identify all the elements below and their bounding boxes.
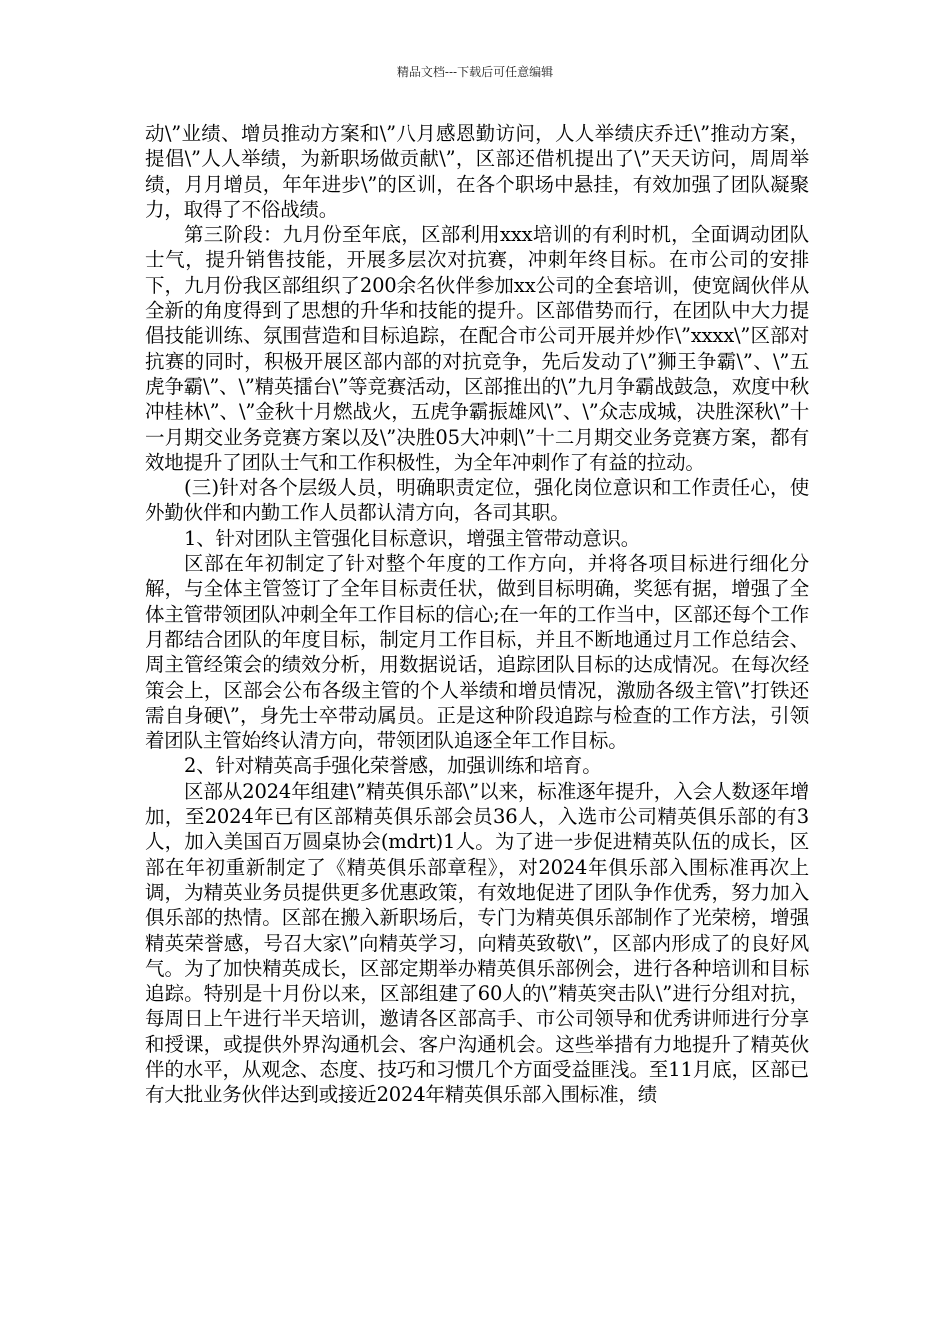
paragraph-section-three-heading: (三)针对各个层级人员，明确职责定位，强化岗位意识和工作责任心，使外勤伙伴和内勤工作人员都认清方向，各司其职。 <box>145 476 809 525</box>
paragraph-continuation: 动\”业绩、增员推动方案和\”八月感恩勤访问，人人举绩庆乔迁\”推动方案，提倡\”人人举绩，为新职场做贡献\”，区部还借机提出了\”天天访问，周周举绩，月月增员，年年进步\”的区训，在各个职场中悬挂，有效加强了团队凝聚力，取得了不俗战绩。 <box>145 122 809 221</box>
document-body <box>145 121 809 1108</box>
paragraph-item-two-body: 区部从2024年组建\”精英俱乐部\”以来，标准逐年提升，入会人数逐年增加，至2024年已有区部精英俱乐部会员36人，入选市公司精英俱乐部的有3人，加入美国百万圆桌协会(mdrt)1人。为了进一步促进精英队伍的成长，区部在年初重新制定了《精英俱乐部章程》，对2024年俱乐部入围标准再次上调，为精英业务员提供更多优惠政策，有效地促进了团队争作优秀，努力加入俱乐部的热情。区部在搬入新职场后，专门为精英俱乐部制作了光荣榜，增强精英荣誉感，号召大家\”向精英学习，向精英致敬\”，区部内形成了的良好风气。为了加快精英成长，区部定期举办精英俱乐部例会，进行各种培训和目标追踪。特别是十月份以来，区部组建了60人的\”精英突击队\”进行分组对抗，每周日上午进行半天培训，邀请各区部高手、市公司领导和优秀讲师进行分享和授课，或提供外界沟通机会、客户沟通机会。这些举措有力地提升了精英伙伴的水平，从观念、态度、技巧和习惯几个方面受益匪浅。至11月底，区部已有大批业务伙伴达到或接近2024年精英俱乐部入围标准，绩 <box>145 779 809 1107</box>
paragraph-item-one-body: 区部在年初制定了针对整个年度的工作方向，并将各项目标进行细化分解，与全体主管签订了全年目标责任状，做到目标明确，奖惩有据，增强了全体主管带领团队冲刺全年工作目标的信心;在一年的工作当中，区部还每个工作月都结合团队的年度目标，制定月工作目标，并且不断地通过月工作总结会、周主管经策会的绩效分析，用数据说话，追踪团队目标的达成情况。在每次经策会上，区部会公布各级主管的个人举绩和增员情况，激励各级主管\”打铁还需自身硬\”，身先士卒带动属员。正是这种阶段追踪与检查的工作方法，引领着团队主管始终认清方向，带领团队追逐全年工作目标。 <box>145 552 809 753</box>
paragraph-item-one-heading: 1、针对团队主管强化目标意识，增强主管带动意识。 <box>184 526 641 550</box>
paragraph-phase-three: 第三阶段：九月份至年底，区部利用xxx培训的有利时机，全面调动团队士气，提升销售技能，开展多层次对抗赛，冲刺年终目标。在市公司的安排下，九月份我区部组织了200余名伙伴参加xx公司的全套培训，使宽阔伙伴从全新的角度得到了思想的升华和技能的提升。区部借势而行，在团队中大力提倡技能训练、氛围营造和目标追踪，在配合市公司开展并炒作\”xxxx\”区部对抗赛的同时，积极开展区部内部的对抗竞争，先后发动了\”狮王争霸\”、\”五虎争霸\”、\”精英擂台\”等竞赛活动，区部推出的\”九月争霸战鼓急，欢度中秋冲桂林\”、\”金秋十月燃战火，五虎争霸振雄风\”、\”众志成城，决胜深秋\”十一月期交业务竞赛方案以及\”决胜05大冲刺\”十二月期交业务竞赛方案，都有效地提升了团队士气和工作积极性，为全年冲刺作了有益的拉动。 <box>145 223 809 474</box>
page-header: 精品文档---下载后可任意编辑 <box>396 65 554 79</box>
paragraph-item-two-heading: 2、针对精英高手强化荣誉感，加强训练和培育。 <box>184 754 602 778</box>
